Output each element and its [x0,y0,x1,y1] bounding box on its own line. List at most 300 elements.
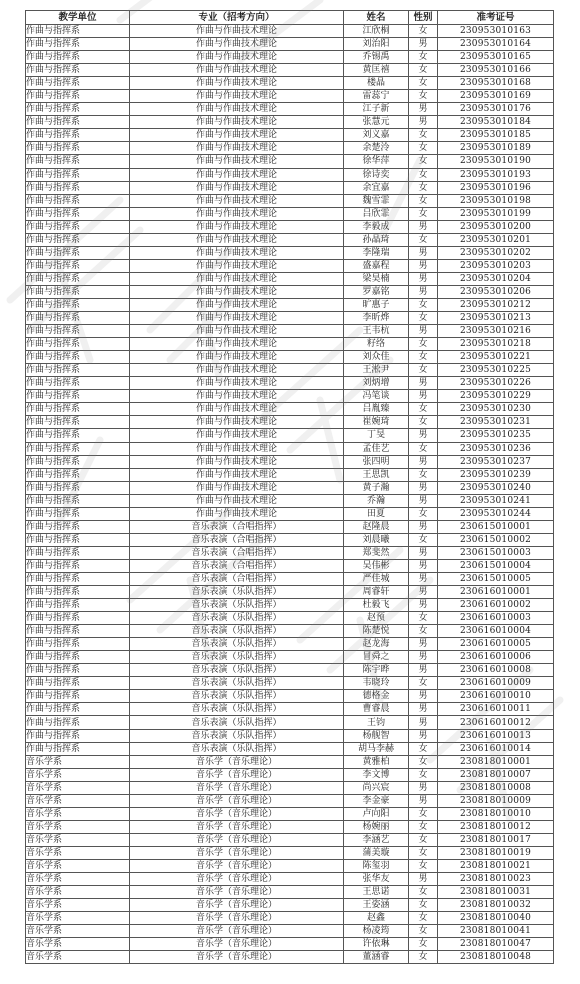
cell-name: 吴伟彬 [344,559,409,572]
cell-name: 刘炳增 [344,377,409,390]
cell-unit: 作曲与指挥系 [26,507,130,520]
cell-gender: 男 [409,481,438,494]
cell-unit: 音乐学系 [26,820,130,833]
cell-exam-id: 230616010014 [438,742,554,755]
cell-major: 作曲与作曲技术理论 [130,207,344,220]
header-major: 专业（招考方向） [130,11,344,25]
cell-exam-id: 230953010244 [438,507,554,520]
table-row [26,664,554,677]
table-row [26,860,554,873]
cell-gender: 男 [409,546,438,559]
cell-exam-id: 230953010221 [438,351,554,364]
cell-unit: 作曲与指挥系 [26,246,130,259]
cell-unit: 作曲与指挥系 [26,168,130,181]
cell-unit: 音乐学系 [26,912,130,925]
cell-exam-id: 230953010184 [438,116,554,129]
cell-major: 音乐表演（乐队指挥） [130,599,344,612]
cell-major: 音乐表演（乐队指挥） [130,703,344,716]
table-row [26,599,554,612]
table-row [26,559,554,572]
cell-name: 吕欣霏 [344,207,409,220]
cell-name: 吕胤臻 [344,403,409,416]
header-row [26,11,554,25]
table-row [26,429,554,442]
cell-unit: 作曲与指挥系 [26,651,130,664]
cell-name: 张四明 [344,455,409,468]
admission-roster-table [25,10,554,964]
cell-unit: 作曲与指挥系 [26,625,130,638]
cell-exam-id: 230953010206 [438,285,554,298]
cell-major: 作曲与作曲技术理论 [130,325,344,338]
cell-exam-id: 230818010012 [438,820,554,833]
cell-unit: 作曲与指挥系 [26,481,130,494]
cell-unit: 作曲与指挥系 [26,142,130,155]
cell-unit: 作曲与指挥系 [26,559,130,572]
cell-name: 许依琳 [344,938,409,951]
cell-major: 作曲与作曲技术理论 [130,181,344,194]
cell-unit: 音乐学系 [26,807,130,820]
cell-name: 胡马李赫 [344,742,409,755]
cell-gender: 女 [409,442,438,455]
cell-unit: 作曲与指挥系 [26,377,130,390]
cell-gender: 女 [409,312,438,325]
table-row [26,794,554,807]
cell-gender: 女 [409,51,438,64]
cell-exam-id: 230818010008 [438,781,554,794]
cell-exam-id: 230953010236 [438,442,554,455]
table-row [26,181,554,194]
cell-major: 作曲与作曲技术理论 [130,129,344,142]
cell-gender: 男 [409,729,438,742]
table-row [26,651,554,664]
cell-exam-id: 230953010198 [438,194,554,207]
cell-gender: 男 [409,638,438,651]
table-row [26,716,554,729]
cell-name: 王思诺 [344,886,409,899]
cell-gender: 男 [409,586,438,599]
cell-name: 刘治阳 [344,38,409,51]
cell-name: 卢向阳 [344,807,409,820]
cell-exam-id: 230616010013 [438,729,554,742]
cell-major: 作曲与作曲技术理论 [130,155,344,168]
cell-major: 作曲与作曲技术理论 [130,507,344,520]
cell-gender: 女 [409,233,438,246]
cell-gender: 女 [409,846,438,859]
cell-exam-id: 230615010005 [438,572,554,585]
cell-name: 田夏 [344,507,409,520]
cell-major: 音乐表演（合唱指挥） [130,533,344,546]
table-row [26,351,554,364]
cell-major: 作曲与作曲技术理论 [130,194,344,207]
table-row [26,572,554,585]
cell-major: 作曲与作曲技术理论 [130,25,344,38]
cell-name: 李隆瑞 [344,246,409,259]
cell-exam-id: 230953010216 [438,325,554,338]
cell-major: 音乐表演（乐队指挥） [130,651,344,664]
cell-major: 音乐学（音乐理论） [130,873,344,886]
cell-gender: 女 [409,625,438,638]
cell-name: 陈宇晔 [344,664,409,677]
cell-unit: 音乐学系 [26,938,130,951]
cell-major: 音乐表演（乐队指挥） [130,625,344,638]
cell-name: 蒲美璇 [344,846,409,859]
cell-exam-id: 230953010200 [438,220,554,233]
cell-gender: 男 [409,690,438,703]
cell-exam-id: 230616010001 [438,586,554,599]
cell-major: 音乐表演（合唱指挥） [130,559,344,572]
cell-unit: 作曲与指挥系 [26,546,130,559]
cell-name: 杨凌筠 [344,925,409,938]
cell-gender: 男 [409,272,438,285]
cell-gender: 女 [409,925,438,938]
cell-major: 作曲与作曲技术理论 [130,90,344,103]
table-row [26,390,554,403]
cell-gender: 男 [409,259,438,272]
cell-exam-id: 230953010185 [438,129,554,142]
cell-major: 音乐表演（乐队指挥） [130,677,344,690]
cell-gender: 女 [409,364,438,377]
cell-gender: 男 [409,664,438,677]
cell-name: 孟佳艺 [344,442,409,455]
cell-name: 梁昊楠 [344,272,409,285]
cell-unit: 作曲与指挥系 [26,455,130,468]
cell-major: 作曲与作曲技术理论 [130,494,344,507]
table-row [26,285,554,298]
cell-name: 罗嘉铭 [344,285,409,298]
cell-exam-id: 230818010048 [438,951,554,964]
cell-unit: 音乐学系 [26,833,130,846]
cell-gender: 女 [409,403,438,416]
cell-major: 音乐表演（乐队指挥） [130,664,344,677]
cell-unit: 作曲与指挥系 [26,181,130,194]
table-row [26,899,554,912]
cell-exam-id: 230616010005 [438,638,554,651]
cell-exam-id: 230616010011 [438,703,554,716]
cell-exam-id: 230953010229 [438,390,554,403]
table-row [26,220,554,233]
cell-major: 作曲与作曲技术理论 [130,442,344,455]
cell-exam-id: 230953010163 [438,25,554,38]
table-row [26,377,554,390]
cell-gender: 男 [409,873,438,886]
cell-name: 崔婉琦 [344,416,409,429]
cell-major: 作曲与作曲技术理论 [130,220,344,233]
cell-major: 作曲与作曲技术理论 [130,285,344,298]
cell-gender: 女 [409,25,438,38]
cell-gender: 女 [409,912,438,925]
cell-name: 孙晶琦 [344,233,409,246]
table-row [26,246,554,259]
table-row [26,833,554,846]
cell-major: 音乐表演（乐队指挥） [130,716,344,729]
cell-name: 雷蕊宁 [344,90,409,103]
cell-name: 江子新 [344,103,409,116]
cell-unit: 作曲与指挥系 [26,25,130,38]
cell-name: 曹睿晨 [344,703,409,716]
cell-exam-id: 230953010166 [438,64,554,77]
table-row [26,886,554,899]
cell-name: 杜毅飞 [344,599,409,612]
cell-unit: 作曲与指挥系 [26,259,130,272]
cell-exam-id: 230818010010 [438,807,554,820]
table-row [26,77,554,90]
cell-major: 作曲与作曲技术理论 [130,259,344,272]
cell-unit: 作曲与指挥系 [26,129,130,142]
table-row [26,298,554,311]
cell-major: 作曲与作曲技术理论 [130,351,344,364]
cell-exam-id: 230616010006 [438,651,554,664]
cell-gender: 女 [409,833,438,846]
cell-major: 音乐学（音乐理论） [130,833,344,846]
table-row [26,912,554,925]
cell-name: 余宜嘉 [344,181,409,194]
cell-major: 音乐学（音乐理论） [130,781,344,794]
cell-gender: 男 [409,651,438,664]
cell-major: 音乐学（音乐理论） [130,925,344,938]
cell-unit: 作曲与指挥系 [26,90,130,103]
cell-unit: 作曲与指挥系 [26,716,130,729]
cell-exam-id: 230953010231 [438,416,554,429]
cell-gender: 男 [409,781,438,794]
cell-name: 江欣桐 [344,25,409,38]
cell-unit: 作曲与指挥系 [26,220,130,233]
cell-name: 王韦杭 [344,325,409,338]
table-row [26,846,554,859]
header-name: 姓名 [344,11,409,25]
cell-gender: 女 [409,142,438,155]
table-row [26,155,554,168]
cell-gender: 男 [409,494,438,507]
cell-unit: 作曲与指挥系 [26,272,130,285]
table-row [26,586,554,599]
cell-unit: 作曲与指挥系 [26,233,130,246]
cell-major: 作曲与作曲技术理论 [130,403,344,416]
cell-exam-id: 230953010237 [438,455,554,468]
cell-major: 音乐学（音乐理论） [130,755,344,768]
cell-name: 陈楚悦 [344,625,409,638]
table-row [26,64,554,77]
table-row [26,742,554,755]
cell-unit: 作曲与指挥系 [26,403,130,416]
cell-unit: 作曲与指挥系 [26,103,130,116]
cell-exam-id: 230616010003 [438,612,554,625]
table-row [26,729,554,742]
cell-gender: 女 [409,768,438,781]
cell-major: 作曲与作曲技术理论 [130,298,344,311]
cell-gender: 男 [409,716,438,729]
table-row [26,312,554,325]
cell-name: 王思凯 [344,468,409,481]
cell-major: 音乐表演（合唱指挥） [130,572,344,585]
cell-name: 李昕烨 [344,312,409,325]
cell-unit: 作曲与指挥系 [26,51,130,64]
cell-exam-id: 230818010009 [438,794,554,807]
cell-major: 音乐学（音乐理论） [130,886,344,899]
cell-unit: 作曲与指挥系 [26,494,130,507]
cell-name: 冯笔谈 [344,390,409,403]
cell-major: 作曲与作曲技术理论 [130,103,344,116]
header-unit: 教学单位 [26,11,130,25]
table-row [26,364,554,377]
cell-gender: 女 [409,820,438,833]
table-row [26,938,554,951]
cell-exam-id: 230953010225 [438,364,554,377]
cell-exam-id: 230616010008 [438,664,554,677]
cell-gender: 女 [409,298,438,311]
cell-gender: 男 [409,390,438,403]
table-row [26,873,554,886]
cell-gender: 男 [409,703,438,716]
cell-gender: 女 [409,416,438,429]
cell-gender: 男 [409,455,438,468]
table-row [26,51,554,64]
cell-gender: 女 [409,64,438,77]
table-row [26,755,554,768]
cell-exam-id: 230953010239 [438,468,554,481]
cell-exam-id: 230953010240 [438,481,554,494]
cell-gender: 男 [409,429,438,442]
cell-exam-id: 230953010189 [438,142,554,155]
table-row [26,612,554,625]
cell-name: 周睿轩 [344,586,409,599]
cell-major: 音乐学（音乐理论） [130,820,344,833]
table-row [26,38,554,51]
cell-major: 作曲与作曲技术理论 [130,364,344,377]
cell-name: 李毅成 [344,220,409,233]
cell-gender: 男 [409,116,438,129]
cell-name: 董涵睿 [344,951,409,964]
cell-name: 李涵艺 [344,833,409,846]
cell-exam-id: 230818010007 [438,768,554,781]
cell-major: 作曲与作曲技术理论 [130,272,344,285]
cell-major: 作曲与作曲技术理论 [130,338,344,351]
cell-name: 丁旻 [344,429,409,442]
cell-unit: 作曲与指挥系 [26,351,130,364]
table-row [26,494,554,507]
cell-unit: 作曲与指挥系 [26,533,130,546]
table-row [26,90,554,103]
table-row [26,455,554,468]
cell-major: 作曲与作曲技术理论 [130,142,344,155]
cell-unit: 音乐学系 [26,755,130,768]
cell-unit: 音乐学系 [26,846,130,859]
cell-unit: 音乐学系 [26,873,130,886]
table-row [26,233,554,246]
cell-name: 韦晓玲 [344,677,409,690]
table-row [26,820,554,833]
cell-exam-id: 230953010235 [438,429,554,442]
cell-exam-id: 230953010201 [438,233,554,246]
table-row [26,25,554,38]
cell-exam-id: 230818010019 [438,846,554,859]
table-row [26,468,554,481]
cell-name: 楼晶 [344,77,409,90]
cell-exam-id: 230953010193 [438,168,554,181]
cell-exam-id: 230615010001 [438,520,554,533]
cell-name: 杨婉丽 [344,820,409,833]
cell-unit: 作曲与指挥系 [26,64,130,77]
cell-gender: 女 [409,742,438,755]
cell-major: 作曲与作曲技术理论 [130,416,344,429]
cell-gender: 女 [409,77,438,90]
cell-major: 音乐学（音乐理论） [130,807,344,820]
cell-gender: 女 [409,807,438,820]
cell-major: 作曲与作曲技术理论 [130,390,344,403]
cell-unit: 作曲与指挥系 [26,194,130,207]
cell-unit: 音乐学系 [26,781,130,794]
cell-gender: 男 [409,220,438,233]
cell-exam-id: 230953010218 [438,338,554,351]
cell-unit: 音乐学系 [26,860,130,873]
cell-major: 音乐学（音乐理论） [130,846,344,859]
cell-name: 籽络 [344,338,409,351]
cell-gender: 女 [409,129,438,142]
cell-exam-id: 230818010001 [438,755,554,768]
table-row [26,116,554,129]
header-gender: 性别 [409,11,438,25]
cell-unit: 作曲与指挥系 [26,599,130,612]
cell-name: 刘义嘉 [344,129,409,142]
cell-unit: 音乐学系 [26,886,130,899]
cell-gender: 女 [409,507,438,520]
cell-gender: 女 [409,468,438,481]
cell-name: 黄子瀚 [344,481,409,494]
cell-name: 冒舜之 [344,651,409,664]
cell-unit: 音乐学系 [26,951,130,964]
cell-exam-id: 230818010041 [438,925,554,938]
cell-exam-id: 230818010021 [438,860,554,873]
cell-gender: 女 [409,90,438,103]
cell-unit: 音乐学系 [26,899,130,912]
cell-exam-id: 230953010176 [438,103,554,116]
cell-exam-id: 230953010190 [438,155,554,168]
table-row [26,272,554,285]
cell-unit: 作曲与指挥系 [26,690,130,703]
cell-unit: 作曲与指挥系 [26,520,130,533]
cell-major: 作曲与作曲技术理论 [130,481,344,494]
cell-unit: 作曲与指挥系 [26,116,130,129]
cell-exam-id: 230616010012 [438,716,554,729]
table-row [26,481,554,494]
cell-major: 作曲与作曲技术理论 [130,377,344,390]
cell-name: 魏雪霏 [344,194,409,207]
cell-major: 音乐表演（乐队指挥） [130,742,344,755]
cell-gender: 女 [409,207,438,220]
table-row [26,338,554,351]
cell-gender: 男 [409,285,438,298]
cell-gender: 女 [409,860,438,873]
table-row [26,768,554,781]
cell-major: 音乐学（音乐理论） [130,899,344,912]
cell-unit: 音乐学系 [26,794,130,807]
cell-name: 张慧元 [344,116,409,129]
table-row [26,625,554,638]
cell-major: 音乐表演（合唱指挥） [130,520,344,533]
cell-name: 赵隆晨 [344,520,409,533]
header-exam-id: 准考证号 [438,11,554,25]
table-row [26,194,554,207]
cell-gender: 男 [409,246,438,259]
cell-unit: 作曲与指挥系 [26,703,130,716]
cell-unit: 作曲与指挥系 [26,390,130,403]
cell-exam-id: 230953010165 [438,51,554,64]
cell-major: 音乐表演（合唱指挥） [130,546,344,559]
cell-gender: 女 [409,951,438,964]
table-row [26,142,554,155]
cell-unit: 作曲与指挥系 [26,338,130,351]
cell-exam-id: 230615010003 [438,546,554,559]
cell-exam-id: 230818010017 [438,833,554,846]
